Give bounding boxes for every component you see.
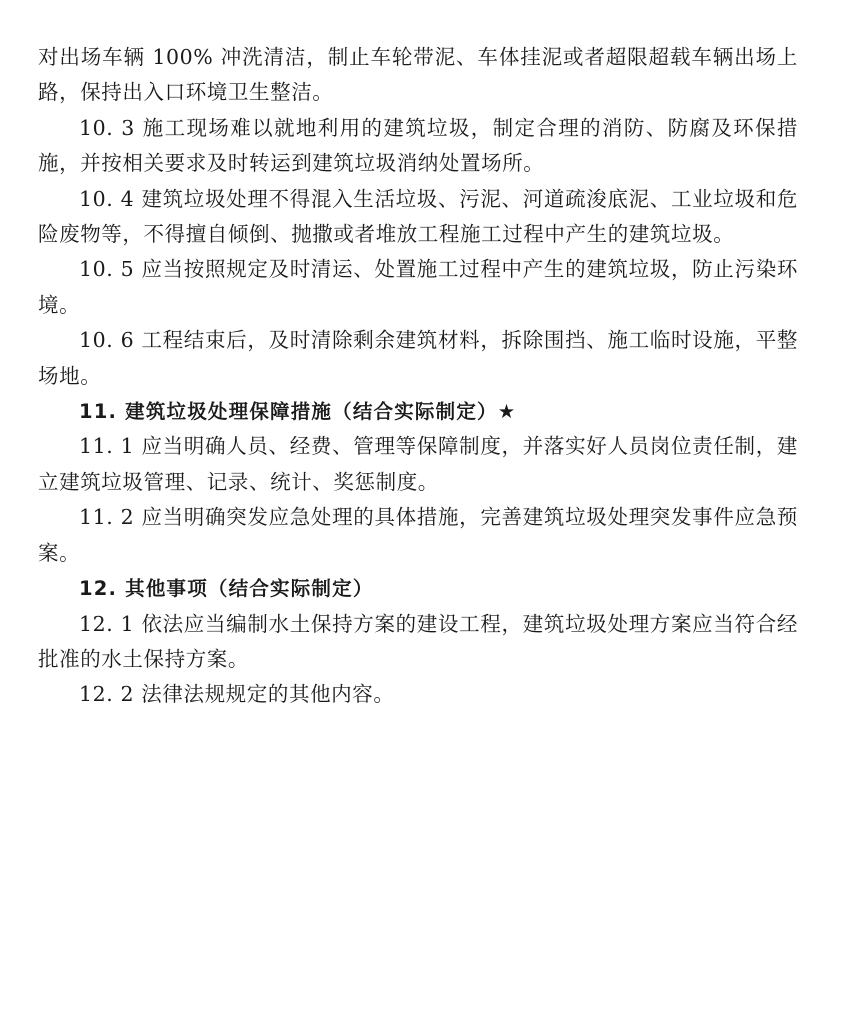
paragraph-10-5: 10. 5 应当按照规定及时清运、处置施工过程中产生的建筑垃圾，防止污染环境。 [38, 257, 798, 317]
paragraph-vehicle-washing: 对出场车辆 100% 冲洗清洁，制止车轮带泥、车体挂泥或者超限超载车辆出场上路，保持出入口环境卫生整洁。 [38, 45, 798, 105]
paragraph-12-2: 12. 2 法律法规规定的其他内容。 [79, 682, 395, 707]
section-heading-11: 11. 建筑垃圾处理保障措施（结合实际制定）★ [79, 400, 517, 424]
document-body [38, 40, 798, 713]
paragraph-10-4: 10. 4 建筑垃圾处理不得混入生活垃圾、污泥、河道疏浚底泥、工业垃圾和危险废物等，不得擅自倾倒、抛撒或者堆放工程施工过程中产生的建筑垃圾。 [38, 186, 798, 247]
paragraph-12-1: 12. 1 依法应当编制水土保持方案的建设工程，建筑垃圾处理方案应当符合经批准的水土保持方案。 [38, 611, 798, 671]
paragraph-11-2: 11. 2 应当明确突发应急处理的具体措施，完善建筑垃圾处理突发事件应急预案。 [38, 505, 798, 565]
paragraph-10-6: 10. 6 工程结束后，及时清除剩余建筑材料，拆除围挡、施工临时设施，平整场地。 [38, 328, 798, 388]
paragraph-10-3: 10. 3 施工现场难以就地利用的建筑垃圾，制定合理的消防、防腐及环保措施，并按相关要求及时转运到建筑垃圾消纳处置场所。 [38, 115, 798, 176]
paragraph-11-1: 11. 1 应当明确人员、经费、管理等保障制度，并落实好人员岗位责任制，建立建筑垃圾管理、记录、统计、奖惩制度。 [38, 434, 798, 494]
section-heading-12: 12. 其他事项（结合实际制定） [79, 577, 374, 601]
